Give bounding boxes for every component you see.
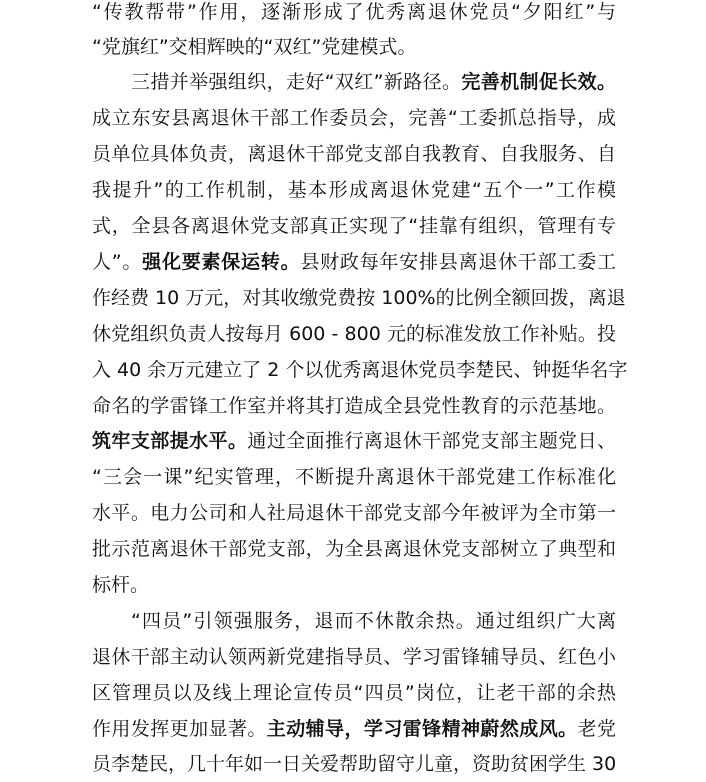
bold-heading: 主动辅导，学习雷锋精神蔚然成风。 — [266, 718, 578, 740]
text-segment: 批示范离退休干部党支部，为全县离退休党支部树立了典型和 — [92, 538, 616, 560]
text-line — [92, 746, 616, 782]
text-line — [92, 423, 616, 459]
text-line — [92, 172, 616, 208]
text-segment: 作用发挥更加显著。 — [92, 718, 267, 740]
bold-heading: 强化要素保运转。 — [142, 251, 301, 273]
text-line — [92, 711, 616, 747]
text-segment: 人”。 — [92, 251, 143, 273]
text-segment: “传教帮带”作用，逐渐形成了优秀离退休党员“夕阳红”与 — [92, 1, 616, 23]
text-line — [92, 639, 616, 675]
text-line — [92, 280, 626, 316]
text-line — [92, 567, 616, 603]
text-segment: 三措并举强组织，走好“双红”新路径。 — [131, 71, 462, 93]
text-segment: 水平。电力公司和人社局退休干部党支部今年被评为全市第一 — [92, 502, 616, 524]
text-line — [92, 208, 616, 244]
text-line — [92, 675, 616, 711]
text-segment: “三会一课”纪实管理，不断提升离退休干部党建工作标准化 — [92, 466, 616, 488]
text-segment: 休党组织负责人按每月 600 - 800 元的标准发放工作补贴。投 — [92, 323, 616, 345]
text-segment: 命名的学雷锋工作室并将其打造成全县党性教育的示范基地。 — [92, 395, 616, 417]
text-segment: 区管理员以及线上理论宣传员“四员”岗位，让老干部的余热 — [92, 682, 616, 704]
bold-heading: 筑牢支部提水平。 — [92, 430, 248, 452]
bold-heading: 完善机制促长效。 — [461, 71, 616, 93]
text-line — [92, 531, 616, 567]
text-line — [92, 244, 616, 280]
text-segment: 退休干部主动认领两新党建指导员、学习雷锋辅导员、红色小 — [92, 646, 616, 668]
text-line — [92, 316, 616, 352]
text-segment: “党旗红”交相辉映的“双红”党建模式。 — [92, 36, 417, 58]
text-segment: 成立东安县离退休干部工作委员会，完善“工委抓总指导，成 — [92, 107, 616, 129]
text-line — [92, 388, 616, 424]
text-segment: “四员”引领强服务，退而不休散余热。通过组织广大离 — [131, 610, 616, 632]
text-segment: 员单位具体负责，离退休干部党支部自我教育、自我服务、自 — [92, 143, 616, 165]
text-segment: 作经费 10 万元，对其收缴党费按 100%的比例全额回拨，离退 — [92, 287, 626, 309]
paragraph-first-line — [131, 64, 616, 100]
text-segment: 员李楚民，几十年如一日关爱帮助留守儿童，资助贫困学生 30 — [92, 753, 617, 775]
text-line — [92, 136, 616, 172]
text-segment: 我提升”的工作机制，基本形成离退休党建“五个一”工作模 — [92, 179, 616, 201]
text-line — [92, 459, 616, 495]
paragraph-first-line — [131, 603, 616, 639]
text-segment: 式，全县各离退休党支部真正实现了“挂靠有组织，管理有专 — [92, 215, 616, 237]
text-segment: 入 40 余万元建立了 2 个以优秀离退休党员李楚民、钟挺华名字 — [92, 359, 628, 381]
text-segment: 老党 — [577, 718, 616, 740]
text-line — [92, 100, 616, 136]
text-line — [92, 29, 616, 65]
text-segment: 县财政每年安排县离退休干部工委工 — [300, 251, 616, 273]
text-segment: 通过全面推行离退休干部党支部主题党日、 — [247, 430, 616, 452]
text-segment: 标杆。 — [92, 574, 150, 596]
text-line — [92, 0, 616, 30]
text-line — [92, 495, 616, 531]
text-line — [92, 352, 628, 388]
